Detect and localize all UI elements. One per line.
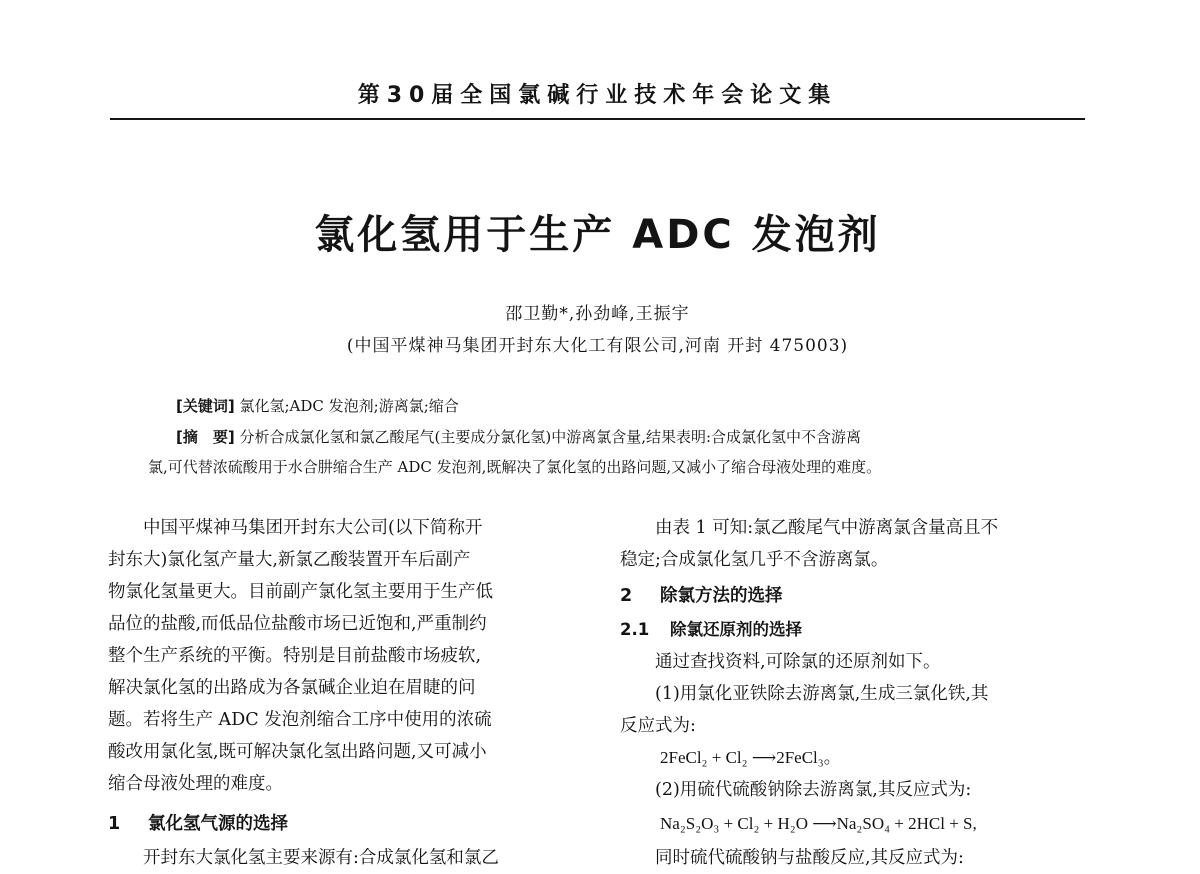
abstract-label: [摘 要] — [176, 428, 235, 446]
section-number: 1 — [108, 814, 121, 834]
body-line: (1)用氯化亚铁除去游离氯,生成三氯化铁,其 — [620, 684, 989, 704]
section-title: 氯化氢气源的选择 — [148, 814, 288, 834]
body-line: 开封东大氯化氢主要来源有:合成氯化氢和氯乙 — [108, 848, 499, 868]
body-line: 稳定;合成氯化氢几乎不含游离氯。 — [620, 550, 889, 570]
abstract — [176, 426, 861, 447]
affiliation: (中国平煤神马集团开封东大化工有限公司,河南 开封 475003) — [346, 336, 849, 356]
equation-1 — [660, 743, 841, 773]
body-line: 整个生产系统的平衡。特别是目前盐酸市场疲软, — [108, 646, 482, 666]
authors: 邵卫勤*,孙劲峰,王振宇 — [505, 304, 690, 324]
subsection-title: 除氯还原剂的选择 — [670, 620, 802, 639]
equation-lhs: Na₂S₂O₃ + Cl₂ + H₂O — [660, 814, 808, 833]
body-line: 物氯化氢量更大。目前副产氯化氢主要用于生产低 — [108, 582, 493, 602]
body-line: 缩合母液处理的难度。 — [108, 774, 283, 794]
keywords — [176, 395, 459, 416]
body-line: 题。若将生产 ADC 发泡剂缩合工序中使用的浓硫 — [108, 710, 492, 730]
reaction-arrow: ⟶ — [812, 814, 837, 833]
body-line: 同时硫代硫酸钠与盐酸反应,其反应式为: — [620, 848, 964, 868]
keywords-text: 氯化氢;ADC 发泡剂;游离氯;缩合 — [234, 397, 459, 415]
body-line: 反应式为: — [620, 716, 696, 736]
section-1-heading — [108, 809, 288, 839]
equation-lhs: 2FeCl₂ + Cl₂ — [660, 748, 748, 767]
abstract-line: 分析合成氯化氢和氯乙酸尾气(主要成分氯化氢)中游离氯含量,结果表明:合成氯化氢中不含游离 — [234, 428, 862, 446]
body-line: 通过查找资料,可除氯的还原剂如下。 — [620, 652, 941, 672]
running-header: 第30届全国氯碱行业技术年会论文集 — [357, 83, 838, 108]
section-2-1-heading — [620, 615, 802, 645]
equation-rhs: 2FeCl₃。 — [776, 748, 841, 767]
reaction-arrow: ⟶ — [751, 748, 777, 767]
body-line: (2)用硫代硫酸钠除去游离氯,其反应式为: — [620, 780, 972, 800]
body-line: 封东大)氯化氢产量大,新氯乙酸装置开车后副产 — [108, 550, 471, 570]
keywords-label: [关键词] — [176, 397, 235, 415]
body-line: 酸改用氯化氢,既可解决氯化氢出路问题,又可减小 — [108, 742, 487, 762]
body-line: 解决氯化氢的出路成为各氯碱企业迫在眉睫的问 — [108, 678, 476, 698]
article-title: 氯化氢用于生产 ADC 发泡剂 — [314, 212, 881, 258]
header-rule — [110, 118, 1085, 120]
equation-rhs: Na₂SO₄ + 2HCl + S, — [836, 814, 977, 833]
section-title: 除氯方法的选择 — [660, 586, 783, 606]
section-2-heading — [620, 581, 783, 611]
body-line: 中国平煤神马集团开封东大公司(以下简称开 — [108, 518, 483, 538]
equation-2 — [660, 809, 977, 839]
subsection-number: 2.1 — [620, 620, 650, 639]
body-line: 品位的盐酸,而低品位盐酸市场已近饱和,严重制约 — [108, 614, 487, 634]
body-line: 由表 1 可知:氯乙酸尾气中游离氯含量高且不 — [620, 518, 999, 538]
abstract-line: 氯,可代替浓硫酸用于水合肼缩合生产 ADC 发泡剂,既解决了氯化氢的出路问题,又减小了缩合母液处理的难度。 — [148, 458, 882, 476]
section-number: 2 — [620, 586, 633, 606]
